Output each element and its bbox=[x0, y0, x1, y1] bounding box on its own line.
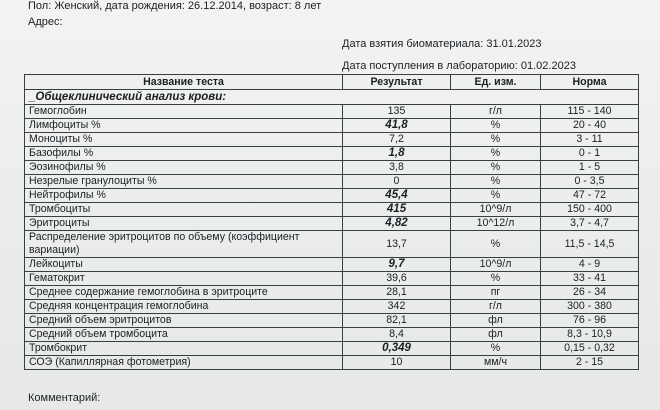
table-row bbox=[25, 189, 639, 203]
test-result: 45,4 bbox=[343, 189, 451, 203]
results-table bbox=[24, 74, 639, 370]
table-row bbox=[25, 356, 639, 370]
test-unit: фл bbox=[451, 314, 541, 328]
test-result: 415 bbox=[343, 203, 451, 217]
test-unit: % bbox=[451, 133, 541, 147]
test-norm: 47 - 72 bbox=[541, 189, 639, 203]
test-norm: 150 - 400 bbox=[541, 203, 639, 217]
test-name: СОЭ (Капиллярная фотометрия) bbox=[25, 356, 343, 370]
table-row bbox=[25, 314, 639, 328]
test-unit: пг bbox=[451, 286, 541, 300]
test-result: 3,8 bbox=[343, 161, 451, 175]
table-row bbox=[25, 161, 639, 175]
test-norm: 0 - 1 bbox=[541, 147, 639, 161]
test-result: 135 bbox=[343, 105, 451, 119]
test-name: Распределение эритроцитов по объему (коэффициент вариации) bbox=[25, 231, 343, 258]
test-name: Моноциты % bbox=[25, 133, 343, 147]
test-name: Тромбоциты bbox=[25, 203, 343, 217]
test-norm: 0 - 3,5 bbox=[541, 175, 639, 189]
test-name: Тромбокрит bbox=[25, 342, 343, 356]
table-row bbox=[25, 217, 639, 231]
test-norm: 1 - 5 bbox=[541, 161, 639, 175]
test-norm: 76 - 96 bbox=[541, 314, 639, 328]
test-result: 0 bbox=[343, 175, 451, 189]
test-result: 13,7 bbox=[343, 231, 451, 258]
test-name: Гематокрит bbox=[25, 272, 343, 286]
test-name: Эритроциты bbox=[25, 217, 343, 231]
test-unit: % bbox=[451, 175, 541, 189]
test-norm: 33 - 41 bbox=[541, 272, 639, 286]
test-unit: % bbox=[451, 342, 541, 356]
section-title: _Общеклинический анализ крови: bbox=[25, 90, 639, 105]
test-norm: 3,7 - 4,7 bbox=[541, 217, 639, 231]
test-name: Нейтрофилы % bbox=[25, 189, 343, 203]
table-row bbox=[25, 231, 639, 258]
test-unit: 10^9/л bbox=[451, 258, 541, 272]
patient-info: Пол: Женский, дата рождения: 26.12.2014, возраст: 8 лет bbox=[28, 0, 322, 12]
test-name: Незрелые гранулоциты % bbox=[25, 175, 343, 189]
table-row bbox=[25, 175, 639, 189]
test-result: 1,8 bbox=[343, 147, 451, 161]
table-header-row bbox=[25, 75, 639, 90]
test-norm: 115 - 140 bbox=[541, 105, 639, 119]
collection-date: Дата взятия биоматериала: 31.01.2023 bbox=[342, 38, 542, 50]
test-name: Лейкоциты bbox=[25, 258, 343, 272]
test-unit: г/л bbox=[451, 300, 541, 314]
test-result: 7,2 bbox=[343, 133, 451, 147]
test-name: Базофилы % bbox=[25, 147, 343, 161]
test-result: 28,1 bbox=[343, 286, 451, 300]
test-result: 41,8 bbox=[343, 119, 451, 133]
table-row bbox=[25, 119, 639, 133]
test-norm: 0,15 - 0,32 bbox=[541, 342, 639, 356]
test-norm: 300 - 380 bbox=[541, 300, 639, 314]
test-unit: % bbox=[451, 147, 541, 161]
test-norm: 26 - 34 bbox=[541, 286, 639, 300]
col-header-norm: Норма bbox=[541, 75, 639, 90]
section-row bbox=[25, 90, 639, 105]
table-row bbox=[25, 203, 639, 217]
table-row bbox=[25, 133, 639, 147]
table-row bbox=[25, 300, 639, 314]
test-name: Средний объем тромбоцита bbox=[25, 328, 343, 342]
test-unit: 10^9/л bbox=[451, 203, 541, 217]
table-row bbox=[25, 258, 639, 272]
test-unit: % bbox=[451, 272, 541, 286]
table-row bbox=[25, 342, 639, 356]
test-result: 0,349 bbox=[343, 342, 451, 356]
test-norm: 11,5 - 14,5 bbox=[541, 231, 639, 258]
test-result: 342 bbox=[343, 300, 451, 314]
test-norm: 4 - 9 bbox=[541, 258, 639, 272]
test-result: 8,4 bbox=[343, 328, 451, 342]
table-row bbox=[25, 272, 639, 286]
test-name: Средний объем эритроцитов bbox=[25, 314, 343, 328]
test-unit: % bbox=[451, 119, 541, 133]
test-result: 4,82 bbox=[343, 217, 451, 231]
test-norm: 20 - 40 bbox=[541, 119, 639, 133]
test-name: Гемоглобин bbox=[25, 105, 343, 119]
test-unit: 10^12/л bbox=[451, 217, 541, 231]
test-result: 82,1 bbox=[343, 314, 451, 328]
col-header-result: Результат bbox=[343, 75, 451, 90]
test-unit: % bbox=[451, 189, 541, 203]
test-name: Лимфоциты % bbox=[25, 119, 343, 133]
test-norm: 8,3 - 10,9 bbox=[541, 328, 639, 342]
test-unit: мм/ч bbox=[451, 356, 541, 370]
test-norm: 3 - 11 bbox=[541, 133, 639, 147]
test-name: Средняя концентрация гемоглобина bbox=[25, 300, 343, 314]
table-row bbox=[25, 328, 639, 342]
received-date: Дата поступления в лабораторию: 01.02.2023 bbox=[342, 60, 576, 72]
test-result: 9,7 bbox=[343, 258, 451, 272]
table-row bbox=[25, 147, 639, 161]
test-unit: % bbox=[451, 161, 541, 175]
test-name: Эозинофилы % bbox=[25, 161, 343, 175]
address-label: Адрес: bbox=[28, 16, 63, 28]
table-row bbox=[25, 286, 639, 300]
col-header-unit: Ед. изм. bbox=[451, 75, 541, 90]
test-name: Среднее содержание гемоглобина в эритроците bbox=[25, 286, 343, 300]
test-result: 10 bbox=[343, 356, 451, 370]
test-unit: фл bbox=[451, 328, 541, 342]
table-row bbox=[25, 105, 639, 119]
comment-label: Комментарий: bbox=[28, 392, 101, 404]
test-result: 39,6 bbox=[343, 272, 451, 286]
col-header-name: Название теста bbox=[25, 75, 343, 90]
test-unit: г/л bbox=[451, 105, 541, 119]
test-norm: 2 - 15 bbox=[541, 356, 639, 370]
test-unit: % bbox=[451, 231, 541, 258]
